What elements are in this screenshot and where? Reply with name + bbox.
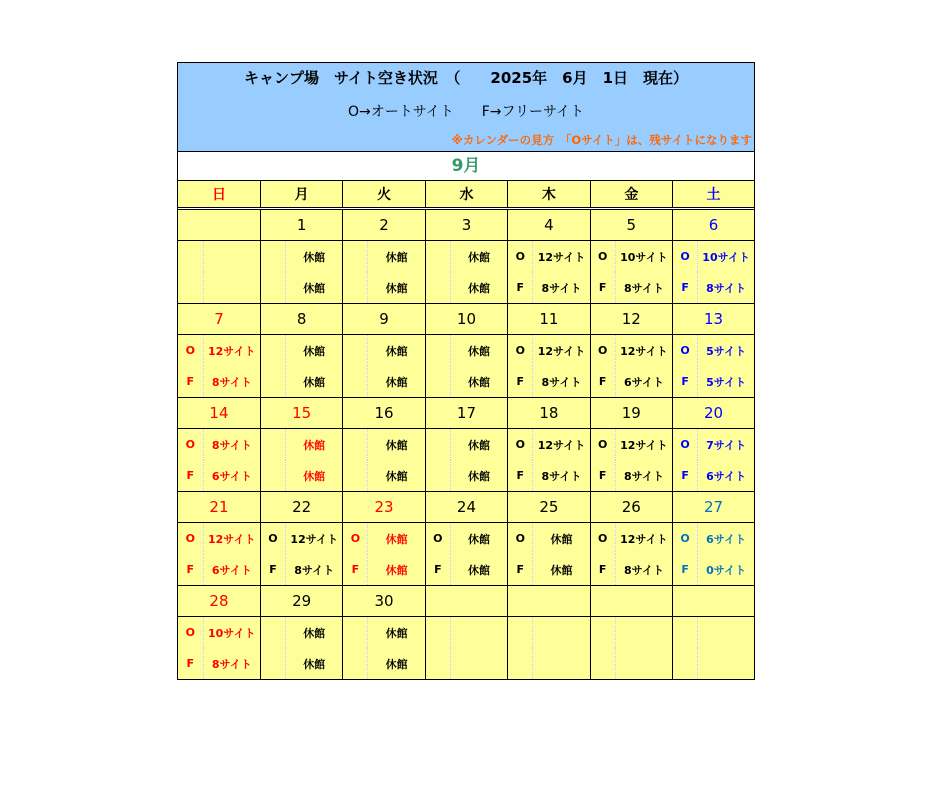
auto-site-count: 10サイト	[615, 241, 672, 273]
free-site-label	[425, 460, 450, 492]
free-site-count	[615, 648, 672, 679]
free-site-count: 8サイト	[615, 460, 672, 492]
free-site-label: F	[178, 648, 203, 679]
free-site-label	[260, 648, 285, 679]
auto-site-label: O	[508, 335, 533, 367]
free-site-label: F	[260, 554, 285, 586]
auto-site-count: 休館	[368, 241, 425, 273]
auto-site-count: 10サイト	[203, 617, 260, 649]
free-site-count	[450, 648, 507, 679]
auto-site-label: O	[343, 523, 368, 555]
auto-site-label	[343, 335, 368, 367]
free-site-count: 8サイト	[203, 648, 260, 679]
day-number: 2	[343, 209, 425, 241]
free-site-label	[343, 460, 368, 492]
auto-site-label: O	[508, 429, 533, 461]
day-number: 21	[178, 492, 260, 523]
free-site-label	[508, 648, 533, 679]
auto-site-count: 12サイト	[533, 241, 590, 273]
free-site-count: 休館	[286, 366, 343, 398]
date-row	[178, 586, 754, 617]
free-site-label	[590, 648, 615, 679]
free-site-label	[673, 648, 698, 679]
auto-site-count	[698, 617, 754, 649]
day-number: 7	[178, 304, 260, 335]
free-site-label: F	[590, 366, 615, 398]
free-site-count: 5サイト	[698, 366, 754, 398]
day-number: 29	[260, 586, 342, 617]
day-number: 4	[508, 209, 590, 241]
free-site-count: 休館	[368, 366, 425, 398]
free-site-count: 6サイト	[203, 554, 260, 586]
auto-site-count: 6サイト	[698, 523, 754, 555]
auto-site-count: 休館	[286, 241, 343, 273]
free-site-count: 8サイト	[698, 272, 754, 304]
free-site-label: F	[590, 554, 615, 586]
auto-site-label: O	[260, 523, 285, 555]
free-site-label: F	[178, 460, 203, 492]
auto-site-count: 休館	[450, 335, 507, 367]
auto-site-count: 休館	[286, 429, 343, 461]
free-site-count: 休館	[368, 648, 425, 679]
auto-site-label: O	[590, 335, 615, 367]
free-site-label	[343, 272, 368, 304]
free-site-label	[425, 272, 450, 304]
free-site-count: 休館	[286, 648, 343, 679]
weekday-header: 木	[508, 181, 590, 209]
auto-site-count: 7サイト	[698, 429, 754, 461]
free-site-label	[425, 648, 450, 679]
day-number	[590, 586, 672, 617]
auto-site-label: O	[673, 241, 698, 273]
auto-site-label	[260, 241, 285, 273]
auto-site-label	[425, 429, 450, 461]
free-site-count	[533, 648, 590, 679]
free-site-count: 0サイト	[698, 554, 754, 586]
free-site-label	[425, 366, 450, 398]
auto-site-count: 10サイト	[698, 241, 754, 273]
auto-site-label	[343, 241, 368, 273]
day-number: 28	[178, 586, 260, 617]
free-site-label: F	[508, 272, 533, 304]
day-number: 6	[673, 209, 754, 241]
auto-site-label	[425, 241, 450, 273]
auto-site-count: 休館	[533, 523, 590, 555]
auto-site-count	[450, 617, 507, 649]
weekday-header: 火	[343, 181, 425, 209]
calendar-header	[178, 63, 754, 152]
auto-site-count	[533, 617, 590, 649]
day-number: 11	[508, 304, 590, 335]
auto-site-count: 12サイト	[533, 429, 590, 461]
free-site-label	[178, 272, 203, 304]
free-site-count: 休館	[286, 460, 343, 492]
free-site-label	[260, 366, 285, 398]
free-site-count: 休館	[286, 272, 343, 304]
day-number	[425, 586, 507, 617]
day-number: 15	[260, 398, 342, 429]
auto-site-count: 休館	[286, 617, 343, 649]
free-site-count: 休館	[368, 460, 425, 492]
auto-site-count: 休館	[368, 523, 425, 555]
free-site-label: F	[673, 272, 698, 304]
auto-site-count: 休館	[368, 335, 425, 367]
auto-site-count: 8サイト	[203, 429, 260, 461]
month-title: 9月	[178, 152, 754, 180]
day-number: 30	[343, 586, 425, 617]
free-site-row	[178, 554, 754, 586]
date-row	[178, 398, 754, 429]
availability-calendar	[177, 62, 755, 680]
page-title: キャンプ場 サイト空き状況 （ 2025年 6月 1日 現在）	[243, 69, 689, 87]
free-site-count: 8サイト	[615, 554, 672, 586]
calendar-note: ※カレンダーの見方 「Oサイト」は、残サイトになります	[451, 133, 752, 147]
day-number	[673, 586, 754, 617]
day-number: 22	[260, 492, 342, 523]
day-number: 8	[260, 304, 342, 335]
auto-site-count: 12サイト	[203, 523, 260, 555]
auto-site-label	[260, 429, 285, 461]
day-number	[178, 209, 260, 241]
free-site-row	[178, 460, 754, 492]
day-number: 1	[260, 209, 342, 241]
auto-site-label	[590, 617, 615, 649]
free-site-count	[698, 648, 754, 679]
free-site-label: F	[425, 554, 450, 586]
free-site-label: F	[508, 460, 533, 492]
free-site-count: 休館	[368, 272, 425, 304]
day-number	[508, 586, 590, 617]
auto-site-label: O	[425, 523, 450, 555]
free-site-label: F	[508, 366, 533, 398]
auto-site-label: O	[590, 429, 615, 461]
day-number: 19	[590, 398, 672, 429]
auto-site-label	[425, 335, 450, 367]
calendar-grid	[178, 180, 754, 679]
day-number: 27	[673, 492, 754, 523]
auto-site-label: O	[178, 523, 203, 555]
day-number: 25	[508, 492, 590, 523]
free-site-label: F	[343, 554, 368, 586]
free-site-count: 休館	[533, 554, 590, 586]
auto-site-count: 休館	[368, 429, 425, 461]
free-site-count: 休館	[368, 554, 425, 586]
day-number: 9	[343, 304, 425, 335]
free-site-row	[178, 366, 754, 398]
day-number: 23	[343, 492, 425, 523]
free-site-count: 休館	[450, 554, 507, 586]
free-site-count: 6サイト	[203, 460, 260, 492]
auto-site-count: 12サイト	[615, 523, 672, 555]
auto-site-label	[260, 335, 285, 367]
weekday-header: 水	[425, 181, 507, 209]
auto-site-label	[673, 617, 698, 649]
weekday-header-row	[178, 181, 754, 209]
auto-site-row	[178, 617, 754, 649]
site-type-legend: O→オートサイト F→フリーサイト	[347, 104, 584, 120]
auto-site-label: O	[590, 523, 615, 555]
day-number: 20	[673, 398, 754, 429]
auto-site-label	[425, 617, 450, 649]
day-number: 3	[425, 209, 507, 241]
auto-site-label: O	[178, 617, 203, 649]
auto-site-count: 12サイト	[286, 523, 343, 555]
auto-site-label	[508, 617, 533, 649]
free-site-count: 8サイト	[533, 272, 590, 304]
free-site-row	[178, 272, 754, 304]
date-row	[178, 304, 754, 335]
day-number: 18	[508, 398, 590, 429]
free-site-label	[343, 366, 368, 398]
free-site-label	[260, 272, 285, 304]
auto-site-row	[178, 429, 754, 461]
auto-site-label: O	[590, 241, 615, 273]
auto-site-count: 休館	[450, 429, 507, 461]
free-site-count: 休館	[450, 366, 507, 398]
auto-site-row	[178, 335, 754, 367]
auto-site-count: 休館	[450, 523, 507, 555]
free-site-label: F	[673, 554, 698, 586]
day-number: 13	[673, 304, 754, 335]
day-number: 17	[425, 398, 507, 429]
weekday-header: 月	[260, 181, 342, 209]
free-site-label: F	[673, 366, 698, 398]
free-site-label: F	[178, 366, 203, 398]
free-site-count: 8サイト	[533, 460, 590, 492]
auto-site-label: O	[673, 335, 698, 367]
auto-site-row	[178, 241, 754, 273]
auto-site-count: 12サイト	[615, 429, 672, 461]
auto-site-count: 12サイト	[615, 335, 672, 367]
auto-site-label: O	[673, 429, 698, 461]
free-site-count: 8サイト	[615, 272, 672, 304]
auto-site-count	[615, 617, 672, 649]
auto-site-label: O	[508, 523, 533, 555]
free-site-count: 8サイト	[286, 554, 343, 586]
auto-site-label	[343, 617, 368, 649]
auto-site-count: 休館	[286, 335, 343, 367]
weekday-header: 土	[673, 181, 754, 209]
day-number: 24	[425, 492, 507, 523]
auto-site-label: O	[178, 335, 203, 367]
free-site-row	[178, 648, 754, 679]
free-site-count: 8サイト	[203, 366, 260, 398]
auto-site-count: 5サイト	[698, 335, 754, 367]
auto-site-label	[178, 241, 203, 273]
free-site-label: F	[590, 460, 615, 492]
auto-site-row	[178, 523, 754, 555]
weekday-header: 日	[178, 181, 260, 209]
free-site-label: F	[508, 554, 533, 586]
free-site-label	[260, 460, 285, 492]
auto-site-count: 12サイト	[533, 335, 590, 367]
free-site-label: F	[590, 272, 615, 304]
day-number: 16	[343, 398, 425, 429]
free-site-label: F	[178, 554, 203, 586]
free-site-label: F	[673, 460, 698, 492]
free-site-count	[203, 272, 260, 304]
date-row	[178, 492, 754, 523]
free-site-count: 休館	[450, 272, 507, 304]
date-row	[178, 209, 754, 241]
auto-site-label: O	[178, 429, 203, 461]
auto-site-label: O	[508, 241, 533, 273]
day-number: 14	[178, 398, 260, 429]
weekday-header: 金	[590, 181, 672, 209]
auto-site-label: O	[673, 523, 698, 555]
auto-site-count: 休館	[368, 617, 425, 649]
day-number: 5	[590, 209, 672, 241]
auto-site-label	[260, 617, 285, 649]
free-site-count: 6サイト	[698, 460, 754, 492]
auto-site-label	[343, 429, 368, 461]
free-site-count: 6サイト	[615, 366, 672, 398]
day-number: 12	[590, 304, 672, 335]
free-site-count: 休館	[450, 460, 507, 492]
auto-site-count: 休館	[450, 241, 507, 273]
auto-site-count	[203, 241, 260, 273]
auto-site-count: 12サイト	[203, 335, 260, 367]
free-site-label	[343, 648, 368, 679]
day-number: 26	[590, 492, 672, 523]
day-number: 10	[425, 304, 507, 335]
free-site-count: 8サイト	[533, 366, 590, 398]
